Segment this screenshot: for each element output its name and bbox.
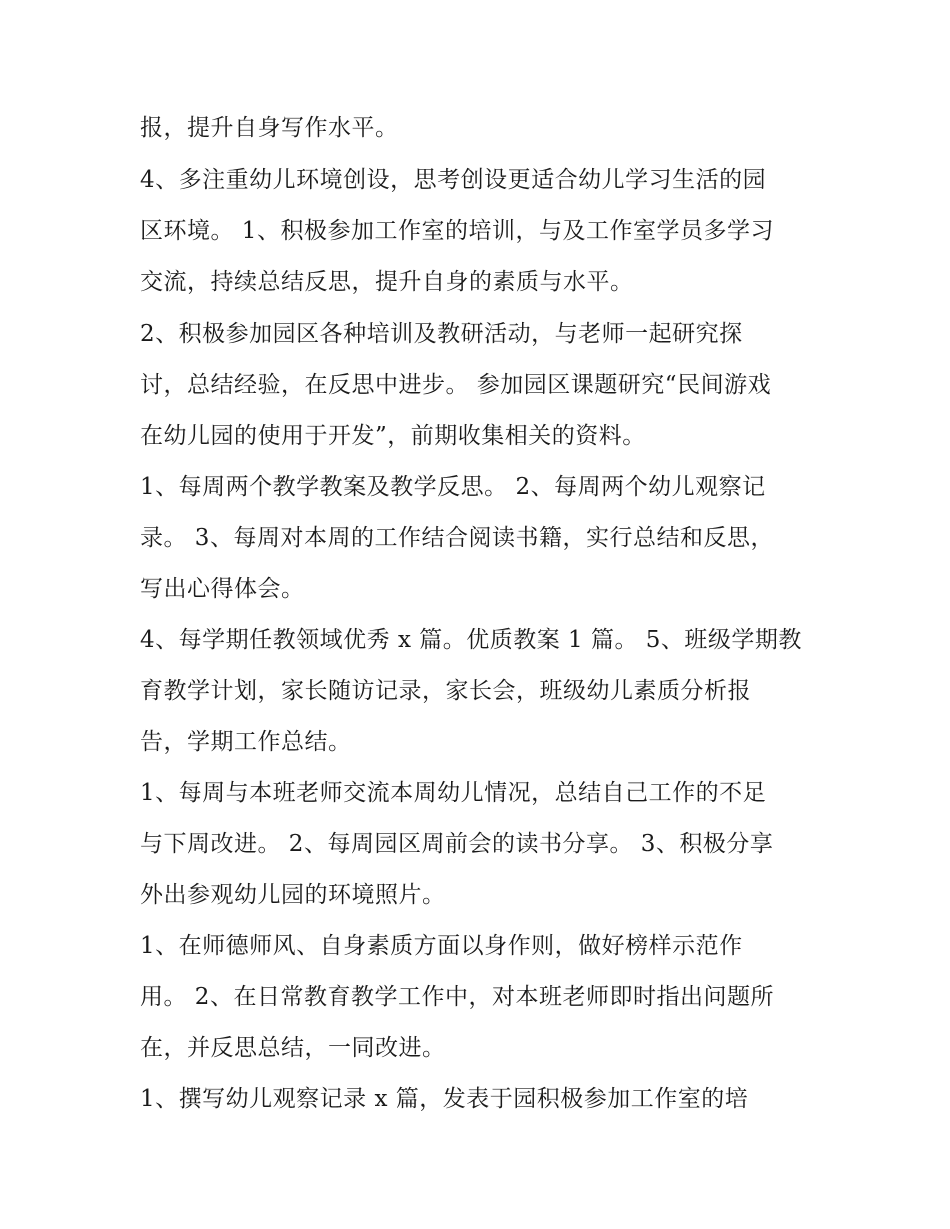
- text-line: 育教学计划，家长随访记录，家长会，班级幼儿素质分析报: [140, 678, 751, 704]
- text-line: 4、多注重幼儿环境创设，思考创设更适合幼儿学习生活的园: [140, 167, 767, 193]
- text-line: 1、每周两个教学教案及教学反思。 2、每周两个幼儿观察记: [140, 474, 766, 500]
- text-line: 1、在师德师风、自身素质方面以身作则，做好榜样示范作: [140, 933, 743, 959]
- text-line: 2、积极参加园区各种培训及教研活动，与老师一起研究探: [140, 321, 743, 347]
- text-line: 用。 2、在日常教育教学工作中，对本班老师即时指出问题所: [140, 984, 774, 1010]
- text-line: 报，提升自身写作水平。: [140, 115, 399, 141]
- text-line: 1、撰写幼儿观察记录 x 篇，发表于园积极参加工作室的培: [140, 1086, 749, 1112]
- text-line: 与下周改进。 2、每周园区周前会的读书分享。 3、积极分享: [140, 831, 774, 857]
- text-line: 录。 3、每周对本周的工作结合阅读书籍，实行总结和反思，: [140, 525, 774, 551]
- text-line: 区环境。 1、积极参加工作室的培训，与及工作室学员多学习: [140, 218, 774, 244]
- text-line: 外出参观幼儿园的环境照片。: [140, 882, 446, 908]
- text-line: 写出心得体会。: [140, 576, 305, 602]
- text-line: 告，学期工作总结。: [140, 729, 352, 755]
- text-line: 交流，持续总结反思，提升自身的素质与水平。: [140, 269, 634, 295]
- text-line: 在幼儿园的使用于开发”，前期收集相关的资料。: [140, 423, 646, 449]
- text-line: 4、每学期任教领域优秀 x 篇。优质教案 1 篇。 5、班级学期教: [140, 627, 802, 653]
- text-line: 在，并反思总结，一同改进。: [140, 1035, 446, 1061]
- text-line: 1、每周与本班老师交流本周幼儿情况，总结自己工作的不足: [140, 780, 767, 806]
- text-line: 讨，总结经验，在反思中进步。 参加园区课题研究“民间游戏: [140, 372, 772, 398]
